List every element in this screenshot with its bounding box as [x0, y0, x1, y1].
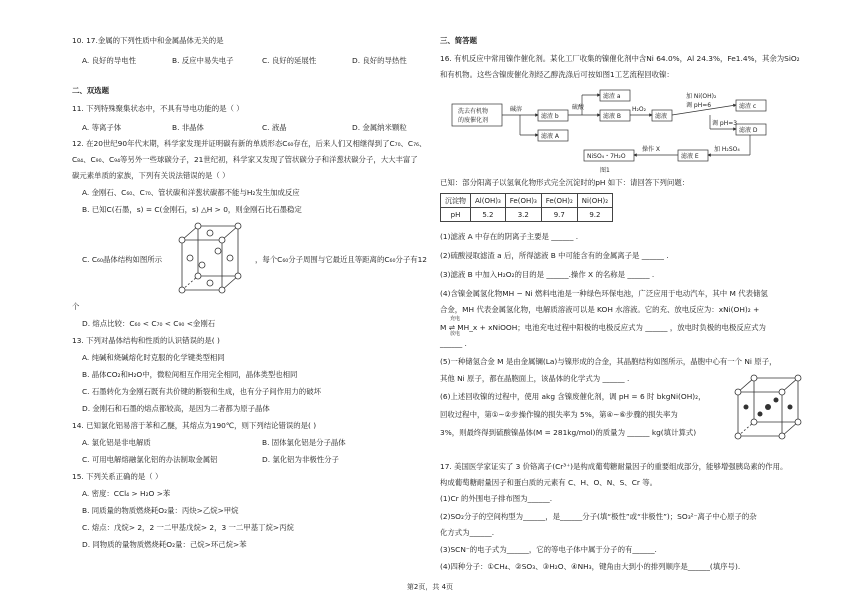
- q15-option-d: D. 同物质的量物质燃烧耗O₂量：己烷>环己烷>苯: [82, 540, 247, 549]
- flow-filtrate-a: 滤液 A: [541, 133, 560, 140]
- q11-option-d: D. 金属纳米颗粒: [352, 123, 407, 132]
- process-flow-diagram: [450, 84, 780, 178]
- q11-option-b: B. 非晶体: [172, 123, 204, 132]
- q13-option-a: A. 纯碱和烧碱熔化时克服的化学键类型相同: [82, 353, 225, 362]
- flow-h2o2: H₂O₂: [632, 106, 647, 113]
- q16-sub-1: (1)滤液 A 中存在的阴离子主要是 ______ .: [440, 232, 579, 241]
- q12-line-3: 碳元素单质的家族，下列有关说法错误的是（ ）: [72, 171, 230, 180]
- q10-option-d: D. 良好的导热性: [352, 56, 407, 65]
- q12-line-1: 12. 在20世纪90年代末期，科学家发现并证明碳有新的单质形态C₆₀存在，后来人们又相继得到了C₇₀、C₇₆、: [72, 139, 427, 148]
- flow-figure-label: 图1: [600, 167, 610, 174]
- q13-option-d: D. 金刚石和石墨的熔点都较高，是因为二者都为原子晶体: [82, 404, 270, 413]
- table-header-cell: Al(OH)₃: [471, 194, 506, 208]
- q14-option-b: B. 固体氯化铝是分子晶体: [262, 438, 346, 447]
- c60-lattice-diagram: [172, 218, 252, 298]
- q10-option-a: A. 良好的导电性: [82, 56, 136, 65]
- q12-option-b: B. 已知C(石墨，s) = C(金刚石，s) △H > 0，则金刚石比石墨稳定: [82, 205, 302, 214]
- flow-ph3: 调 pH=3: [712, 120, 738, 127]
- q14-option-a: A. 氯化铝是非电解质: [82, 438, 151, 447]
- q16-sub-2: (2)硫酸浸取滤渣 a 后，所得滤液 B 中可能含有的金属离子是 ______ .: [440, 251, 669, 260]
- lani-unit-cell-diagram: [730, 372, 810, 444]
- q11-option-a: A. 等离子体: [82, 123, 122, 132]
- table-row: [441, 194, 613, 208]
- flow-filtrate-e: 滤液 E: [681, 153, 699, 160]
- table-header-cell: 沉淀物: [441, 194, 471, 208]
- q17-line-4: (2)SO₂分子的空间构型为______，是______分子(填“极性”或“非极性”)；SO₃²⁻离子中心原子的杂: [440, 512, 757, 521]
- table-header-cell: Fe(OH)₃: [505, 194, 541, 208]
- flow-residue-a: 滤渣 a: [603, 93, 621, 100]
- flow-residue-c: 滤渣 c: [739, 103, 757, 110]
- table-row: [441, 208, 613, 222]
- q16-sub-4-line1: (4)含镍金属氢化物MH − Ni 燃料电池是一种绿色环保电池，广泛应用于电动汽车，其中 M 代表储氢: [440, 289, 768, 298]
- reaction-arrow-charge: 充电: [450, 316, 461, 322]
- q13-stem: 13. 下列对晶体结构和性质的认识错误的是( ): [72, 336, 220, 345]
- q13-option-b: B. 晶体CO₂和H₂O中，微粒间相互作用完全相同，晶体类型也相同: [82, 370, 298, 379]
- q16-sub-6-line1: (6)上述回收镍的过程中，使用 akg 含镍废催化剂，调 pH = 6 时 bkgNi(OH)₂，: [440, 392, 706, 401]
- q12-option-c-part1: C. C₆₀晶体结构如图所示: [82, 255, 163, 264]
- q16-note: 已知：部分阳离子以氢氧化物形式完全沉淀时的pH 如下：请回答下列问题：: [440, 178, 690, 187]
- flow-ph6: 调 pH=6: [686, 102, 712, 109]
- q16-sub-4-line3: M ⇌ MH_x + xNiOOH；电池充电过程中阳极的电极反应式为 ______ ，放电时负极的电极反应式为: [440, 323, 766, 332]
- table-cell: 9.7: [541, 208, 577, 222]
- ph-table: [440, 193, 613, 222]
- q12-option-c-part3: 个: [72, 302, 80, 311]
- flow-product: NiSO₄・7H₂O: [587, 153, 626, 160]
- table-cell: 5.2: [471, 208, 506, 222]
- q14-option-d: D. 氯化铝为非极性分子: [262, 455, 339, 464]
- flow-source-line2: 的废催化剂: [458, 117, 489, 124]
- section-heading-short-answer: 三、简答题: [440, 36, 477, 45]
- q14-option-c: C. 可用电解熔融氯化铝的办法制取金属铝: [82, 455, 218, 464]
- q17-line-5: 化方式为______.: [440, 528, 495, 537]
- q12-option-d: D. 熔点比较：C₆₀ < C₇₀ < C₉₀ <金刚石: [82, 319, 216, 328]
- q16-sub-4-line2: 合金，MH 代表金属氢化物，电解质溶液可以是 KOH 水溶液。它的充、放电反应为：xNi(OH)₂ +: [440, 305, 760, 314]
- q14-stem: 14. 已知氯化铝易溶于苯和乙醚，其熔点为190℃，则下列结论错误的是( ): [72, 421, 317, 430]
- q17-line-6: (3)SCN⁻的电子式为______，它的等电子体中属于分子的有______.: [440, 545, 657, 554]
- flow-source-line1: 洗去有机物: [458, 108, 489, 115]
- table-cell: 9.2: [577, 208, 612, 222]
- flow-add-nioh2: 加 Ni(OH)₂: [686, 93, 717, 100]
- q10-option-c: C. 良好的延展性: [262, 56, 317, 65]
- flow-acid: 硫酸: [572, 104, 585, 111]
- q15-option-c: C. 熔点：戊烷> 2，2 一二甲基戊烷> 2，3 一二甲基丁烷>丙烷: [82, 523, 294, 532]
- q11-option-c: C. 液晶: [262, 123, 287, 132]
- q10-option-b: B. 反应中易失电子: [172, 56, 234, 65]
- q17-line-2: 构成葡萄糖耐量因子和蛋白质的元素有 C、H、O、N、S、Cr 等。: [440, 478, 658, 487]
- q15-option-a: A. 密度：CCl₄ > H₂O >苯: [82, 489, 171, 498]
- q17-line-1: 17. 美国医学家证实了 3 价铬离子(Cr³⁺)是构成葡萄糖耐量因子的重要组成部分，能够增强胰岛素的作用。: [440, 462, 788, 471]
- flow-filtrate-d: 滤液 D: [739, 127, 758, 134]
- q17-line-7: (4)四种分子：①CH₄、②SO₃、③H₂O、④NH₃，键角由大到小的排列顺序是______(填序号).: [440, 562, 741, 571]
- flow-alkali: 碱溶: [510, 106, 523, 113]
- section-heading-double-choice: 二、双选题: [72, 86, 109, 95]
- table-cell: 3.2: [505, 208, 541, 222]
- table-cell: pH: [441, 208, 471, 222]
- flow-filtrate-b: 滤液 B: [603, 113, 622, 120]
- q16-sub-3: (3)滤液 B 中加入H₂O₂的目的是 ______.操作 X 的名称是 ______ .: [440, 270, 655, 279]
- q17-line-3: (1)Cr 的外围电子排布图为______.: [440, 494, 553, 503]
- q12-option-c-part2: ，每个C₆₀分子周围与它最近且等距离的C₆₀分子有12: [255, 255, 428, 264]
- q13-option-c: C. 石墨转化为金刚石既有共价键的断裂和生成，也有分子间作用力的破坏: [82, 387, 321, 396]
- q16-sub-5-line1: (5)一种储氢合金 M 是由金属镧(La)与镍形成的合金，其晶胞结构如图所示，晶胞中心有一个 Ni 原子，: [440, 357, 777, 366]
- q16-sub-5-line2: 其他 Ni 原子，都在晶胞面上，该晶体的化学式为 ______ .: [440, 374, 630, 383]
- q16-sub-6-line2: 回收过程中，第①∼②步操作镍的损失率为 5%，第④∼⑥步骤的损失率为: [440, 410, 678, 419]
- q15-option-b: B. 同质量的物质燃烧耗O₂量：丙炔>乙烷>甲烷: [82, 506, 239, 515]
- q16-line-2: 和有机物。这些含镍废催化剂经乙醇洗涤后可按如图1工艺流程回收镍：: [440, 70, 674, 79]
- flow-filtrate-b-residue: 滤渣 b: [541, 113, 559, 120]
- page-footer: 第2页，共 4页: [406, 583, 454, 591]
- flow-h2so4: 加 H₂SO₄: [714, 146, 740, 153]
- q16-sub-6-line3: 3%，则最终得到硫酸镍晶体(M = 281kg/mol)的质量为 ______ kg(填计算式): [440, 428, 697, 437]
- q12-option-a: A. 金刚石、C₆₀、C₇₀、管状碳和洋葱状碳都不能与H₂发生加成反应: [82, 188, 300, 197]
- q10-stem: 10. 17.金属的下列性质中和金属晶体无关的是: [72, 36, 224, 45]
- q16-line-1: 16. 有机反应中常用镍作催化剂。某化工厂收集的镍催化剂中含Ni 64.0%，Al 24.3%，Fe1.4%，其余为SiO₂: [440, 54, 800, 63]
- flow-operation-x: 操作 X: [642, 146, 661, 153]
- q16-sub-4-line4: ______ .: [440, 339, 467, 348]
- flow-filtrate: 滤液: [655, 113, 668, 120]
- table-header-cell: Fe(OH)₂: [541, 194, 577, 208]
- reaction-arrow-discharge: 放电: [450, 331, 461, 337]
- q12-line-2: C₈₄、C₉₀、C₉₄等另外一些球碳分子，21世纪初，科学家又发现了管状碳分子和洋葱状碳分子，大大丰富了: [72, 155, 418, 164]
- table-header-cell: Ni(OH)₂: [577, 194, 612, 208]
- q15-stem: 15. 下列关系正确的是（ ）: [72, 472, 163, 481]
- q11-stem: 11. 下列特殊聚集状态中，不具有导电功能的是（ ）: [72, 104, 244, 113]
